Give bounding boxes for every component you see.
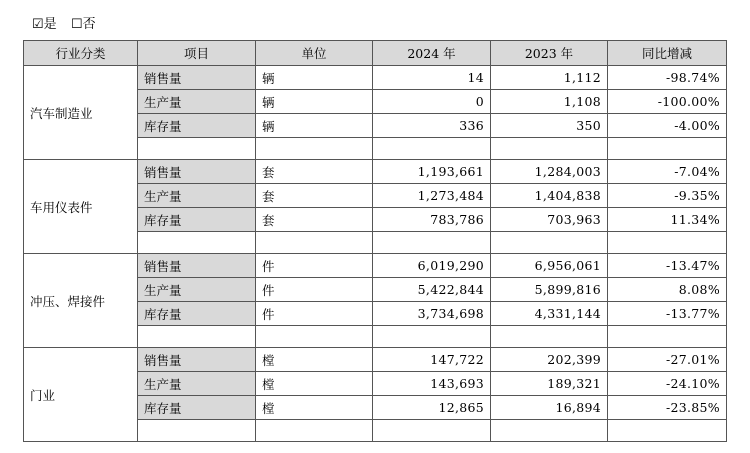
value-2024-cell: 12,865 <box>373 396 491 420</box>
value-2024-cell: 6,019,290 <box>373 254 491 278</box>
value-2023-cell: 4,331,144 <box>491 302 608 326</box>
item-cell: 库存量 <box>138 114 256 138</box>
value-2024-cell: 336 <box>373 114 491 138</box>
unit-cell: 件 <box>256 278 373 302</box>
checked-box-icon[interactable]: ☑ <box>32 17 44 32</box>
empty-cell <box>256 232 373 254</box>
value-2023-cell: 1,112 <box>491 66 608 90</box>
item-cell: 生产量 <box>138 372 256 396</box>
empty-cell <box>491 232 608 254</box>
table-row <box>24 66 727 90</box>
empty-cell <box>491 420 608 442</box>
table-row <box>24 348 727 372</box>
value-2023-cell: 202,399 <box>491 348 608 372</box>
value-2023-cell: 6,956,061 <box>491 254 608 278</box>
applicability-checkboxes <box>32 13 96 32</box>
unit-cell: 樘 <box>256 348 373 372</box>
unit-cell: 件 <box>256 302 373 326</box>
table-header-row <box>24 41 727 66</box>
category-cell: 汽车制造业 <box>24 66 138 160</box>
header-unit: 单位 <box>256 41 373 66</box>
empty-cell <box>373 138 491 160</box>
empty-cell <box>608 420 727 442</box>
item-cell: 销售量 <box>138 66 256 90</box>
item-cell: 库存量 <box>138 208 256 232</box>
value-2023-cell: 1,284,003 <box>491 160 608 184</box>
item-cell: 生产量 <box>138 184 256 208</box>
table-row <box>24 254 727 278</box>
value-2023-cell: 350 <box>491 114 608 138</box>
value-2024-cell: 1,193,661 <box>373 160 491 184</box>
unit-cell: 樘 <box>256 372 373 396</box>
table-row <box>24 160 727 184</box>
yoy-change-cell: -100.00% <box>608 90 727 114</box>
yes-label: 是 <box>43 17 57 32</box>
category-cell: 冲压、焊接件 <box>24 254 138 348</box>
unit-cell: 套 <box>256 184 373 208</box>
header-item: 项目 <box>138 41 256 66</box>
item-cell: 库存量 <box>138 302 256 326</box>
empty-cell <box>256 138 373 160</box>
table-body <box>24 66 727 442</box>
yoy-change-cell: 11.34% <box>608 208 727 232</box>
unit-cell: 辆 <box>256 90 373 114</box>
unit-cell: 件 <box>256 254 373 278</box>
item-cell: 生产量 <box>138 90 256 114</box>
empty-cell <box>491 138 608 160</box>
value-2023-cell: 16,894 <box>491 396 608 420</box>
empty-cell <box>256 420 373 442</box>
value-2024-cell: 147,722 <box>373 348 491 372</box>
yoy-change-cell: -27.01% <box>608 348 727 372</box>
value-2023-cell: 5,899,816 <box>491 278 608 302</box>
unit-cell: 辆 <box>256 66 373 90</box>
empty-cell <box>373 232 491 254</box>
yoy-change-cell: -13.77% <box>608 302 727 326</box>
empty-cell <box>256 326 373 348</box>
header-2024: 2024 年 <box>373 41 491 66</box>
item-cell: 销售量 <box>138 160 256 184</box>
value-2023-cell: 1,404,838 <box>491 184 608 208</box>
category-cell: 车用仪表件 <box>24 160 138 254</box>
value-2024-cell: 0 <box>373 90 491 114</box>
value-2024-cell: 3,734,698 <box>373 302 491 326</box>
empty-cell <box>491 326 608 348</box>
no-label: 否 <box>82 17 96 32</box>
empty-cell <box>138 232 256 254</box>
empty-cell <box>138 420 256 442</box>
unit-cell: 套 <box>256 208 373 232</box>
yoy-change-cell: -23.85% <box>608 396 727 420</box>
yoy-change-cell: -9.35% <box>608 184 727 208</box>
header-yoy-change: 同比增减 <box>608 41 727 66</box>
value-2024-cell: 5,422,844 <box>373 278 491 302</box>
value-2023-cell: 189,321 <box>491 372 608 396</box>
empty-cell <box>138 326 256 348</box>
empty-cell <box>373 420 491 442</box>
category-cell: 门业 <box>24 348 138 442</box>
unit-cell: 樘 <box>256 396 373 420</box>
unit-cell: 辆 <box>256 114 373 138</box>
production-sales-table <box>23 40 727 442</box>
item-cell: 销售量 <box>138 348 256 372</box>
empty-cell <box>373 326 491 348</box>
empty-cell <box>608 232 727 254</box>
unit-cell: 套 <box>256 160 373 184</box>
yoy-change-cell: -98.74% <box>608 66 727 90</box>
empty-cell <box>608 326 727 348</box>
yoy-change-cell: 8.08% <box>608 278 727 302</box>
item-cell: 库存量 <box>138 396 256 420</box>
value-2023-cell: 1,108 <box>491 90 608 114</box>
value-2024-cell: 143,693 <box>373 372 491 396</box>
yoy-change-cell: -7.04% <box>608 160 727 184</box>
yoy-change-cell: -24.10% <box>608 372 727 396</box>
empty-cell <box>138 138 256 160</box>
item-cell: 生产量 <box>138 278 256 302</box>
item-cell: 销售量 <box>138 254 256 278</box>
yoy-change-cell: -4.00% <box>608 114 727 138</box>
value-2024-cell: 1,273,484 <box>373 184 491 208</box>
value-2024-cell: 783,786 <box>373 208 491 232</box>
header-2023: 2023 年 <box>491 41 608 66</box>
value-2024-cell: 14 <box>373 66 491 90</box>
value-2023-cell: 703,963 <box>491 208 608 232</box>
empty-cell <box>608 138 727 160</box>
unchecked-box-icon[interactable]: ☐ <box>70 17 83 32</box>
header-category: 行业分类 <box>24 41 138 66</box>
yoy-change-cell: -13.47% <box>608 254 727 278</box>
